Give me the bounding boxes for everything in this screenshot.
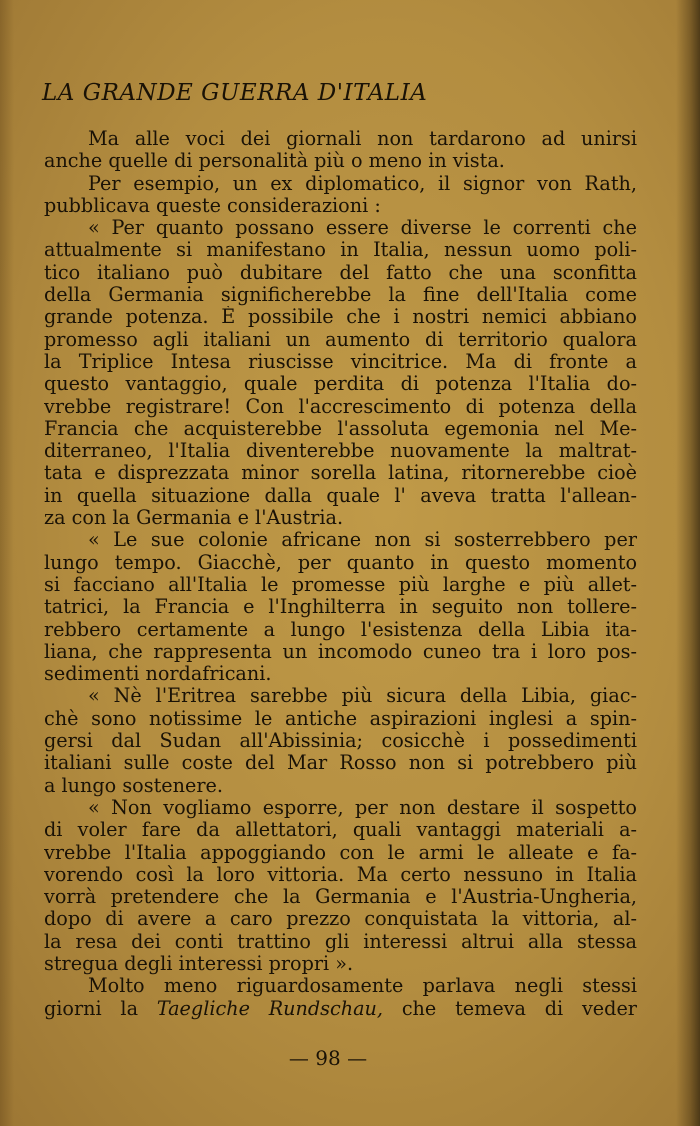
- text-line: sedimenti nordafricani.: [44, 663, 272, 686]
- text-line: attualmente si manifestano in Italia, nessun uomo poli-: [44, 239, 637, 262]
- text-line: « Per quanto possano essere diverse le correnti che: [88, 217, 637, 240]
- text-line: vrebbe l'Italia appoggiando con le armi le alleate e fa-: [44, 841, 637, 864]
- final-line-after: che temeva di veder: [401, 997, 637, 1020]
- text-line: « Non vogliamo esporre, per non destare il sospetto: [88, 796, 637, 819]
- text-lines: [44, 128, 637, 998]
- text-line: chè sono notissime le antiche aspirazioni inglesi a spin-: [44, 707, 637, 730]
- text-line: lungo tempo. Giacchè, per quanto in questo momento: [44, 551, 637, 574]
- text-line: tatrici, la Francia e l'Inghilterra in seguito non tollere-: [44, 596, 637, 619]
- text-line: la resa dei conti trattino gli interessi altrui alla stessa: [44, 930, 637, 953]
- text-line: Per esempio, un ex diplomatico, il signor von Rath,: [88, 172, 637, 195]
- text-line: vorrà pretendere che la Germania e l'Austria-Ungheria,: [44, 886, 637, 909]
- running-header: LA GRANDE GUERRA D'ITALIA: [42, 80, 428, 106]
- newspaper-title: Taegliche Rundschau,: [156, 997, 384, 1020]
- text-line: la Triplice Intesa riuscisse vincitrice. Ma di fronte a: [44, 350, 637, 373]
- text-line: pubblicava queste considerazioni :: [44, 194, 381, 217]
- text-line: grande potenza. È possibile che i nostri nemici abbiano: [44, 306, 637, 329]
- text-line: a lungo sostenere.: [44, 774, 223, 797]
- text-line: vorendo così la loro vittoria. Ma certo nessuno in Italia: [44, 863, 637, 886]
- text-line: gersi dal Sudan all'Abissinia; cosicchè i possedimenti: [44, 730, 637, 753]
- text-line: Molto meno riguardosamente parlava negli stessi: [88, 975, 637, 998]
- page-shadow-right: [676, 0, 700, 1126]
- text-line: italiani sulle coste del Mar Rosso non si potrebbero più: [44, 752, 637, 775]
- text-line: Francia che acquisterebbe l'assoluta egemonia nel Me-: [44, 417, 637, 440]
- page-number: — 98 —: [288, 1046, 368, 1070]
- text-line: di voler fare da allettatori, quali vantaggi materiali a-: [44, 819, 637, 842]
- text-line: vrebbe registrare! Con l'accrescimento di potenza della: [44, 395, 637, 418]
- text-line: promesso agli italiani un aumento di territorio qualora: [44, 328, 637, 351]
- text-line: tata e disprezzata minor sorella latina, ritornerebbe cioè: [44, 462, 637, 485]
- text-line: liana, che rappresenta un incomodo cuneo tra i loro pos-: [44, 640, 637, 663]
- text-line: za con la Germania e l'Austria.: [44, 507, 344, 530]
- text-line: si facciano all'Italia le promesse più larghe e più allet-: [44, 573, 637, 596]
- text-line: in quella situazione dalla quale l' aveva tratta l'allean-: [44, 484, 637, 507]
- text-line: anche quelle di personalità più o meno in vista.: [44, 150, 505, 173]
- final-line-before: giorni la: [44, 997, 139, 1020]
- text-line: tico italiano può dubitare del fatto che una sconfitta: [44, 261, 637, 284]
- text-line-final: [44, 998, 637, 1020]
- text-line: stregua degli interessi propri ».: [44, 952, 354, 975]
- body-text: [44, 128, 637, 1020]
- text-line: « Le sue colonie africane non si sosterrebbero per: [88, 529, 637, 552]
- text-line: questo vantaggio, quale perdita di potenza l'Italia do-: [44, 373, 637, 396]
- text-line: « Nè l'Eritrea sarebbe più sicura della Libia, giac-: [88, 685, 637, 708]
- page-shadow-left: [0, 0, 14, 1126]
- text-line: rebbero certamente a lungo l'esistenza della Libia ita-: [44, 618, 637, 641]
- text-line: Ma alle voci dei giornali non tardarono ad unirsi: [88, 128, 637, 150]
- text-line: diterraneo, l'Italia diventerebbe nuovamente la maltrat-: [44, 440, 637, 463]
- text-line: dopo di avere a caro prezzo conquistata la vittoria, al-: [44, 908, 637, 931]
- text-line: della Germania significherebbe la fine dell'Italia come: [44, 284, 637, 307]
